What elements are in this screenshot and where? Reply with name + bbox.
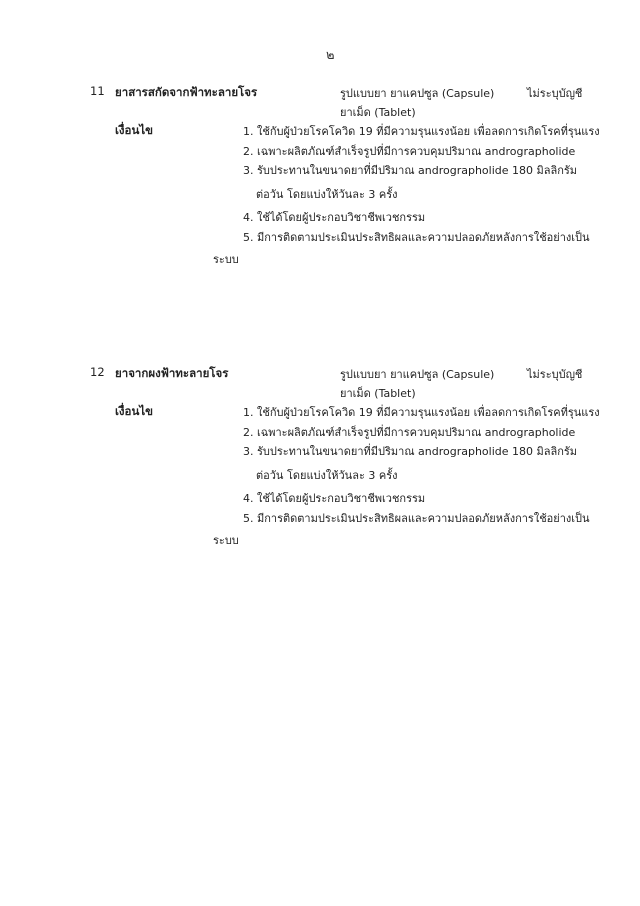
entry-number: 11 [90,84,105,98]
condition-continuation: ต่อวัน โดยแบ่งให้วันละ 3 ครั้ง [256,187,398,201]
dosage-form-tablet: ยาเม็ด (Tablet) [340,106,416,119]
drug-title: ยาจากผงฟ้าทะลายโจร [115,366,229,380]
condition-list [213,122,623,270]
condition-text: 5. มีการติดตามประเมินประสิทธิผลและความปลอดภัยหลังการใช้อย่างเป็น [243,511,590,525]
condition-label: เงื่อนไข [115,123,153,137]
dosage-forms [340,84,494,122]
condition-item: 1. ใช้กับผู้ป่วยโรคโควิด 19 ที่มีความรุนแรงน้อย เพื่อลดการเกิดโรคที่รุนแรง [243,406,600,419]
condition-item [243,161,623,204]
condition-item: 4. ใช้ได้โดยผู้ประกอบวิชาชีพเวชกรรม [243,211,426,224]
list-status: ไม่ระบุบัญชี [527,87,583,100]
list-status: ไม่ระบุบัญชี [527,368,583,381]
dosage-form-capsule: รูปแบบยา ยาแคปซูล (Capsule) [340,87,495,100]
condition-item: 4. ใช้ได้โดยผู้ประกอบวิชาชีพเวชกรรม [243,492,426,505]
condition-text: 5. มีการติดตามประเมินประสิทธิผลและความปลอดภัยหลังการใช้อย่างเป็น [243,230,590,244]
dosage-form-capsule: รูปแบบยา ยาแคปซูล (Capsule) [340,368,495,381]
entry-number: 12 [90,365,105,379]
condition-text: 3. รับประทานในขนาดยาที่มีปริมาณ andrographolide 180 มิลลิกรัม [243,164,578,177]
condition-item: 1. ใช้กับผู้ป่วยโรคโควิด 19 ที่มีความรุนแรงน้อย เพื่อลดการเกิดโรคที่รุนแรง [243,125,600,138]
condition-overflow: ระบบ [213,253,239,266]
condition-overflow: ระบบ [213,534,239,547]
dosage-forms [340,365,494,403]
page-number: ๒ [326,48,335,63]
condition-text: 3. รับประทานในขนาดยาที่มีปริมาณ andrographolide 180 มิลลิกรัม [243,445,578,458]
condition-item: 2. เฉพาะผลิตภัณฑ์สำเร็จรูปที่มีการควบคุมปริมาณ andrographolide [243,425,576,439]
condition-continuation: ต่อวัน โดยแบ่งให้วันละ 3 ครั้ง [256,468,398,482]
condition-item: 2. เฉพาะผลิตภัณฑ์สำเร็จรูปที่มีการควบคุมปริมาณ andrographolide [243,144,576,158]
condition-item [213,509,623,551]
dosage-form-tablet: ยาเม็ด (Tablet) [340,387,416,400]
condition-label: เงื่อนไข [115,404,153,418]
condition-item [243,442,623,485]
condition-item [213,228,623,270]
condition-list [213,403,623,551]
drug-title: ยาสารสกัดจากฟ้าทะลายโจร [115,85,258,99]
